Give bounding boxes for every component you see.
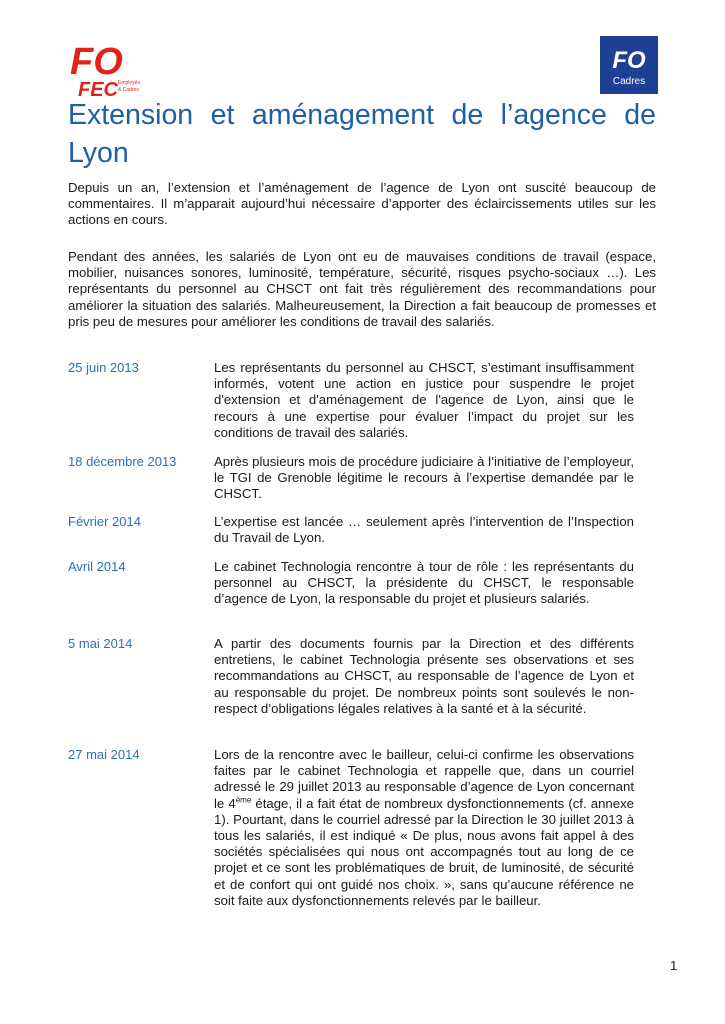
timeline-text: L’expertise est lancée … seulement après l’intervention de l’Inspection du Travail de Lyon. bbox=[214, 514, 634, 546]
timeline-text: Les représentants du personnel au CHSCT, s’estimant insuffisamment informés, votent une action en justice pour suspendre le projet d'extension et d'aménagement de l'agence de Lyon, ainsi que le recours à une expertise pour évaluer l’impact du projet sur les conditions de travail des salariés. bbox=[214, 360, 634, 440]
timeline-date: 18 décembre 2013 bbox=[68, 454, 177, 469]
page-title: Extension et aménagement de l’agence de Lyon bbox=[68, 99, 656, 169]
timeline-date: 27 mai 2014 bbox=[68, 747, 140, 762]
intro-paragraph-1: Depuis un an, l’extension et l’aménagement de l’agence de Lyon ont suscité beaucoup de commentaires. Il m’apparait aujourd’hui nécessaire d’apporter des éclaircissements utiles sur les actions en cours. bbox=[68, 180, 656, 228]
timeline-text: Après plusieurs mois de procédure judiciaire à l’initiative de l’employeur, le TGI de Grenoble légitime le recours à l’expertise demandée par le CHSCT. bbox=[214, 454, 635, 502]
timeline-text bbox=[214, 747, 634, 909]
page-number: 1 bbox=[670, 958, 678, 973]
timeline-text: A partir des documents fournis par la Direction et des différents entretiens, le cabinet Technologia présente ses observations et ses recommandations au CHSCT, au responsable de l’agence de Lyon et au responsable du projet. De nombreux points sont soulevés le non-respect d’obligations légales relatives à la santé et à la sécurité. bbox=[214, 636, 634, 716]
timeline-text: Le cabinet Technologia rencontre à tour de rôle : les représentants du personnel au CHSCT, la présidente du CHSCT, le responsable d’agence de Lyon, la responsable du projet et plusieurs salariés. bbox=[214, 559, 634, 607]
timeline-date: 25 juin 2013 bbox=[68, 360, 139, 375]
timeline-date: Avril 2014 bbox=[68, 559, 126, 574]
svg-text:FO: FO bbox=[70, 41, 123, 83]
fo-cadres-logo bbox=[600, 36, 658, 94]
timeline-date: Février 2014 bbox=[68, 514, 141, 529]
timeline-text-superscript: ème bbox=[235, 795, 252, 805]
svg-text:Employés: Employés bbox=[118, 80, 140, 86]
svg-text:FO: FO bbox=[612, 47, 646, 74]
svg-text:& Cadres: & Cadres bbox=[118, 87, 139, 93]
timeline-date: 5 mai 2014 bbox=[68, 636, 133, 651]
intro-paragraph-2: Pendant des années, les salariés de Lyon ont eu de mauvaises conditions de travail (espace, mobilier, nuisances sonores, luminosité, température, sécurité, risques psycho-sociaux …). Les représentants du personnel au CHSCT ont fait très régulièrement des recommandations pour améliorer la situation des salariés. Malheureusement, la Direction a fait beaucoup de promesses et pris peu de mesures pour améliorer les conditions de travail des salariés. bbox=[68, 249, 656, 329]
timeline-text-part: Lors de la rencontre avec le bailleur, celui-ci confirme les observations faites par le cabinet Technologia et rappelle que, dans un courriel adressé le 29 juillet 2013 au responsable d’agence de Lyon concernant le 4 bbox=[214, 747, 634, 811]
svg-text:FEC: FEC bbox=[78, 79, 118, 98]
svg-text:Cadres: Cadres bbox=[612, 76, 646, 87]
fo-fec-logo bbox=[66, 38, 146, 98]
timeline-text-part: étage, il a fait état de nombreux dysfonctionnements (cf. annexe 1). Pourtant, dans le courriel adressé par la Direction le 30 juillet 2013 à tous les salariés, il est indiqué « De plus, nous avons fait appel à des sociétés spécialisées qui nous ont accompagnés tout au long de ce projet et ce sont les problématiques de bruit, de luminosité, de sécurité et de confort qui ont guidé nos choix. », sans qu’aucune référence ne soit faite aux dysfonctionnements relevés par le bailleur. bbox=[214, 795, 635, 908]
